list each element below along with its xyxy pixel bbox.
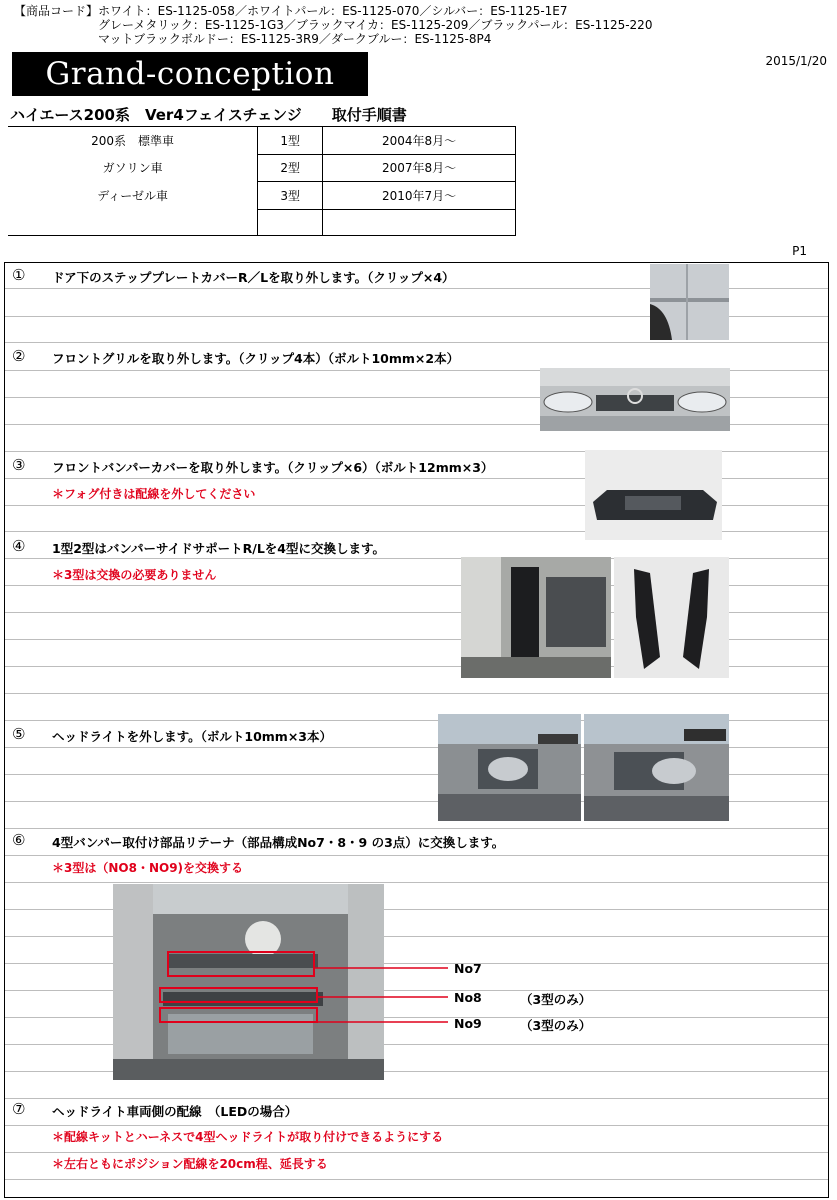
spec-date: 2004年8月～ [323, 127, 516, 155]
step-number: ① [12, 266, 26, 284]
step-number: ② [12, 347, 26, 365]
step-text: フロントグリルを取り外します。（クリップ4本）（ボルト10mm×2本） [52, 351, 460, 366]
spec-type: 1型 [258, 127, 323, 155]
step-text: ヘッドライトを外します。（ボルト10mm×3本） [52, 729, 332, 744]
callout-label-no7: No7 [454, 961, 482, 976]
step-number: ④ [12, 537, 26, 555]
step-number: ③ [12, 456, 26, 474]
step-number: ⑥ [12, 831, 26, 849]
step-text: フロントバンパーカバーを取り外します。（クリップ×6）（ボルト12mm×3） [52, 460, 494, 475]
document-title: ハイエース200系 Ver4フェイスチェンジ 取付手順書 [10, 106, 407, 124]
callout-note-no9: （3型のみ） [520, 1018, 592, 1033]
page-number: P1 [792, 244, 807, 258]
step-text: ドア下のステッププレートカバーR／Lを取り外します。（クリップ×4） [52, 270, 455, 285]
step-note: ＊配線キットとハーネスで4型ヘッドライトが取り付けできるようにする [52, 1130, 444, 1144]
callout-label-no9: No9 [454, 1016, 482, 1031]
product-codes-line-1: 【商品コード】ホワイト：ES-1125-058／ホワイトパール：ES-1125-070／シルバー：ES-1125-1E7 [14, 4, 568, 18]
step-note: ＊3型は交換の必要ありません [52, 568, 217, 582]
spec-date: 2007年8月～ [323, 154, 516, 182]
spec-date: 2010年7月～ [323, 182, 516, 210]
spec-type: 2型 [258, 154, 323, 182]
callout-box-no8 [160, 988, 317, 1002]
step-text: 4型バンパー取付け部品リテーナ（部品構成No7・8・9 の3点）に交換します。 [52, 835, 505, 850]
step-note: ＊フォグ付きは配線を外してください [52, 487, 256, 501]
step-number: ⑦ [12, 1100, 26, 1118]
product-codes-line-3: マットブラックボルドー：ES-1125-3R9／ダークブルー：ES-1125-8P4 [98, 32, 492, 46]
spec-model: ディーゼル車 [8, 182, 258, 210]
step-note: ＊3型は（NO8・NO9)を交換する [52, 861, 244, 875]
callout-box-no7 [168, 952, 314, 976]
spec-model: 200系 標準車 [8, 127, 258, 155]
callout-label-no8: No8 [454, 990, 482, 1005]
step-text: ヘッドライト車両側の配線 （LEDの場合） [52, 1104, 298, 1119]
callout-box-no9 [160, 1008, 317, 1022]
product-codes-line-2: グレーメタリック：ES-1125-1G3／ブラックマイカ：ES-1125-209／ブラックパール：ES-1125-220 [98, 18, 653, 32]
spec-type: 3型 [258, 182, 323, 210]
spec-model: ガソリン車 [8, 154, 258, 182]
document-date: 2015/1/20 [765, 54, 827, 68]
step-text: 1型2型はバンパーサイドサポートR/Lを4型に交換します。 [52, 541, 385, 556]
step-number: ⑤ [12, 725, 26, 743]
brand-logo: Grand-conception [12, 52, 368, 96]
step-note: ＊左右ともにポジション配線を20cm程、延長する [52, 1157, 328, 1171]
callout-note-no8: （3型のみ） [520, 992, 592, 1007]
